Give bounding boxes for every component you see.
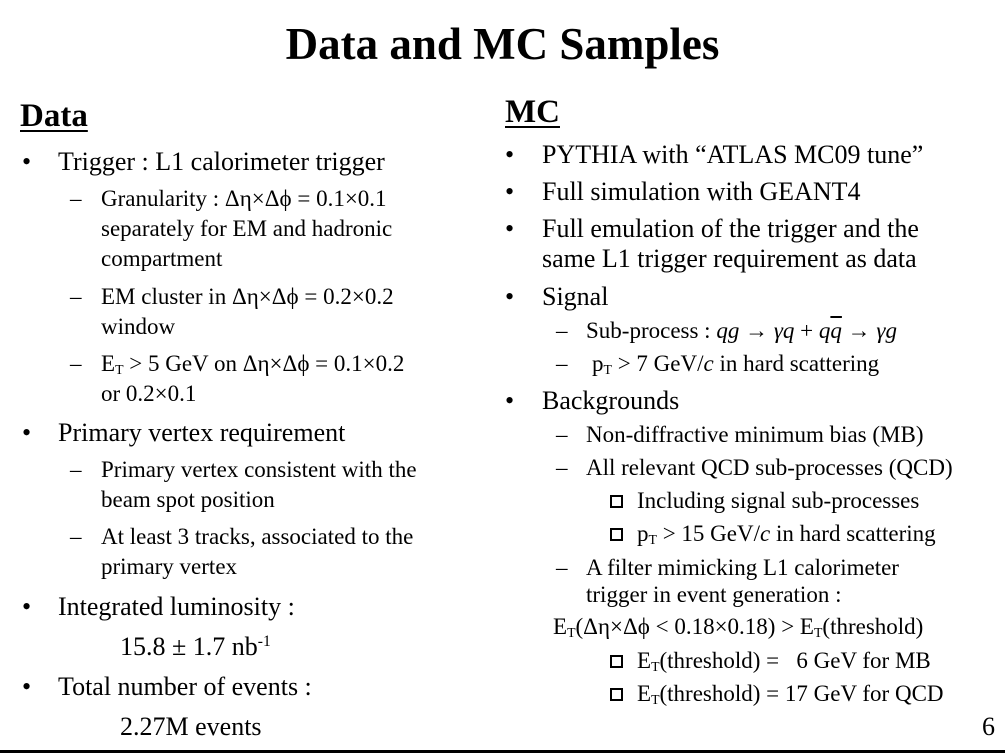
- bottom-divider: [0, 750, 1005, 753]
- bullet-dot: •: [505, 214, 515, 243]
- fullsim-item: Full simulation with GEANT4: [542, 177, 861, 206]
- filter-line: A filter mimicking L1 calorimeter: [586, 555, 899, 580]
- dash-marker: –: [556, 555, 568, 580]
- filter-line: trigger in event generation :: [586, 582, 842, 607]
- bullet-dot: •: [505, 282, 515, 311]
- events-value: 2.27M events: [120, 712, 262, 741]
- vertex-sub-line: At least 3 tracks, associated to the: [101, 524, 414, 549]
- mc-heading: MC: [505, 94, 560, 130]
- emulation-item: same L1 trigger requirement as data: [542, 244, 917, 273]
- mb-line: Non-diffractive minimum bias (MB): [586, 422, 924, 447]
- pt-cut-line: $p_T > 7$ GeV/c in hard scattering: [592, 351, 880, 377]
- data-heading: Data: [20, 98, 88, 134]
- bullet-dot: •: [505, 140, 515, 169]
- pt15-line: $p_T > 15$ GeV/c in hard scattering: [637, 521, 936, 547]
- square-bullet-icon: [610, 688, 623, 701]
- lumi-value: 15.8 ± 1.7 $nb^{-1}$: [120, 632, 271, 661]
- slide-title: Data and MC Samples: [285, 19, 720, 69]
- vertex-sub-line: primary vertex: [101, 554, 238, 579]
- dash-marker: –: [556, 455, 568, 480]
- pythia-item: PYTHIA with “ATLAS MC09 tune”: [542, 140, 924, 169]
- emulation-item: Full emulation of the trigger and the: [542, 214, 919, 243]
- bullet-dot: •: [505, 177, 515, 206]
- square-bullet-icon: [610, 528, 623, 541]
- granularity-line: Granularity : Δη×Δϕ = 0.1×0.1: [101, 186, 387, 211]
- em-cluster-line: window: [101, 314, 176, 339]
- trigger-item: Trigger : L1 calorimeter trigger: [58, 147, 385, 176]
- events-item: Total number of events :: [58, 672, 312, 701]
- bullet-dot: •: [22, 672, 32, 701]
- qcd-line: All relevant QCD sub-processes (QCD): [586, 455, 953, 480]
- et-cut-line: or 0.2×0.1: [101, 381, 197, 406]
- dash-marker: –: [70, 524, 82, 549]
- dash-marker: –: [70, 457, 82, 482]
- dash-marker: –: [70, 186, 82, 211]
- em-cluster-line: EM cluster in Δη×Δϕ = 0.2×0.2: [101, 284, 394, 309]
- threshold-qcd-line: $E_T(threshold) = 17$ GeV for QCD: [637, 681, 944, 707]
- dash-marker: –: [556, 318, 568, 343]
- dash-marker: –: [556, 351, 568, 376]
- lumi-item: Integrated luminosity :: [58, 592, 295, 621]
- bullet-dot: •: [22, 147, 32, 176]
- dash-marker: –: [556, 422, 568, 447]
- bullet-dot: •: [22, 418, 32, 447]
- bullet-dot: •: [505, 386, 515, 415]
- threshold-mb-line: $E_T(threshold) = 6$ GeV for MB: [637, 648, 931, 674]
- backgrounds-item: Backgrounds: [542, 386, 680, 415]
- granularity-line: compartment: [101, 246, 223, 271]
- et-cut-line: $E_T > 5$ GeV on Δη×Δϕ = 0.1×0.2: [101, 351, 405, 377]
- square-bullet-icon: [610, 495, 623, 508]
- vertex-sub-line: Primary vertex consistent with the: [101, 457, 417, 482]
- vertex-sub-line: beam spot position: [101, 487, 275, 512]
- incl-signal-line: Including signal sub-processes: [637, 488, 920, 513]
- subprocess-line: Sub-process : qg → $\gamma q + q\overline{q} \to \gamma g$: [586, 318, 897, 343]
- vertex-item: Primary vertex requirement: [58, 418, 346, 447]
- et-filter-formula: $E_T(\Delta\eta\times\Delta\phi < 0.18\times 0.18)$ > $E_T(threshold)$: [553, 614, 924, 640]
- bullet-dot: •: [22, 592, 32, 621]
- page-number: 6: [982, 712, 995, 741]
- dash-marker: –: [70, 351, 82, 376]
- square-bullet-icon: [610, 655, 623, 668]
- granularity-line: separately for EM and hadronic: [101, 216, 393, 241]
- dash-marker: –: [70, 284, 82, 309]
- signal-item: Signal: [542, 282, 609, 311]
